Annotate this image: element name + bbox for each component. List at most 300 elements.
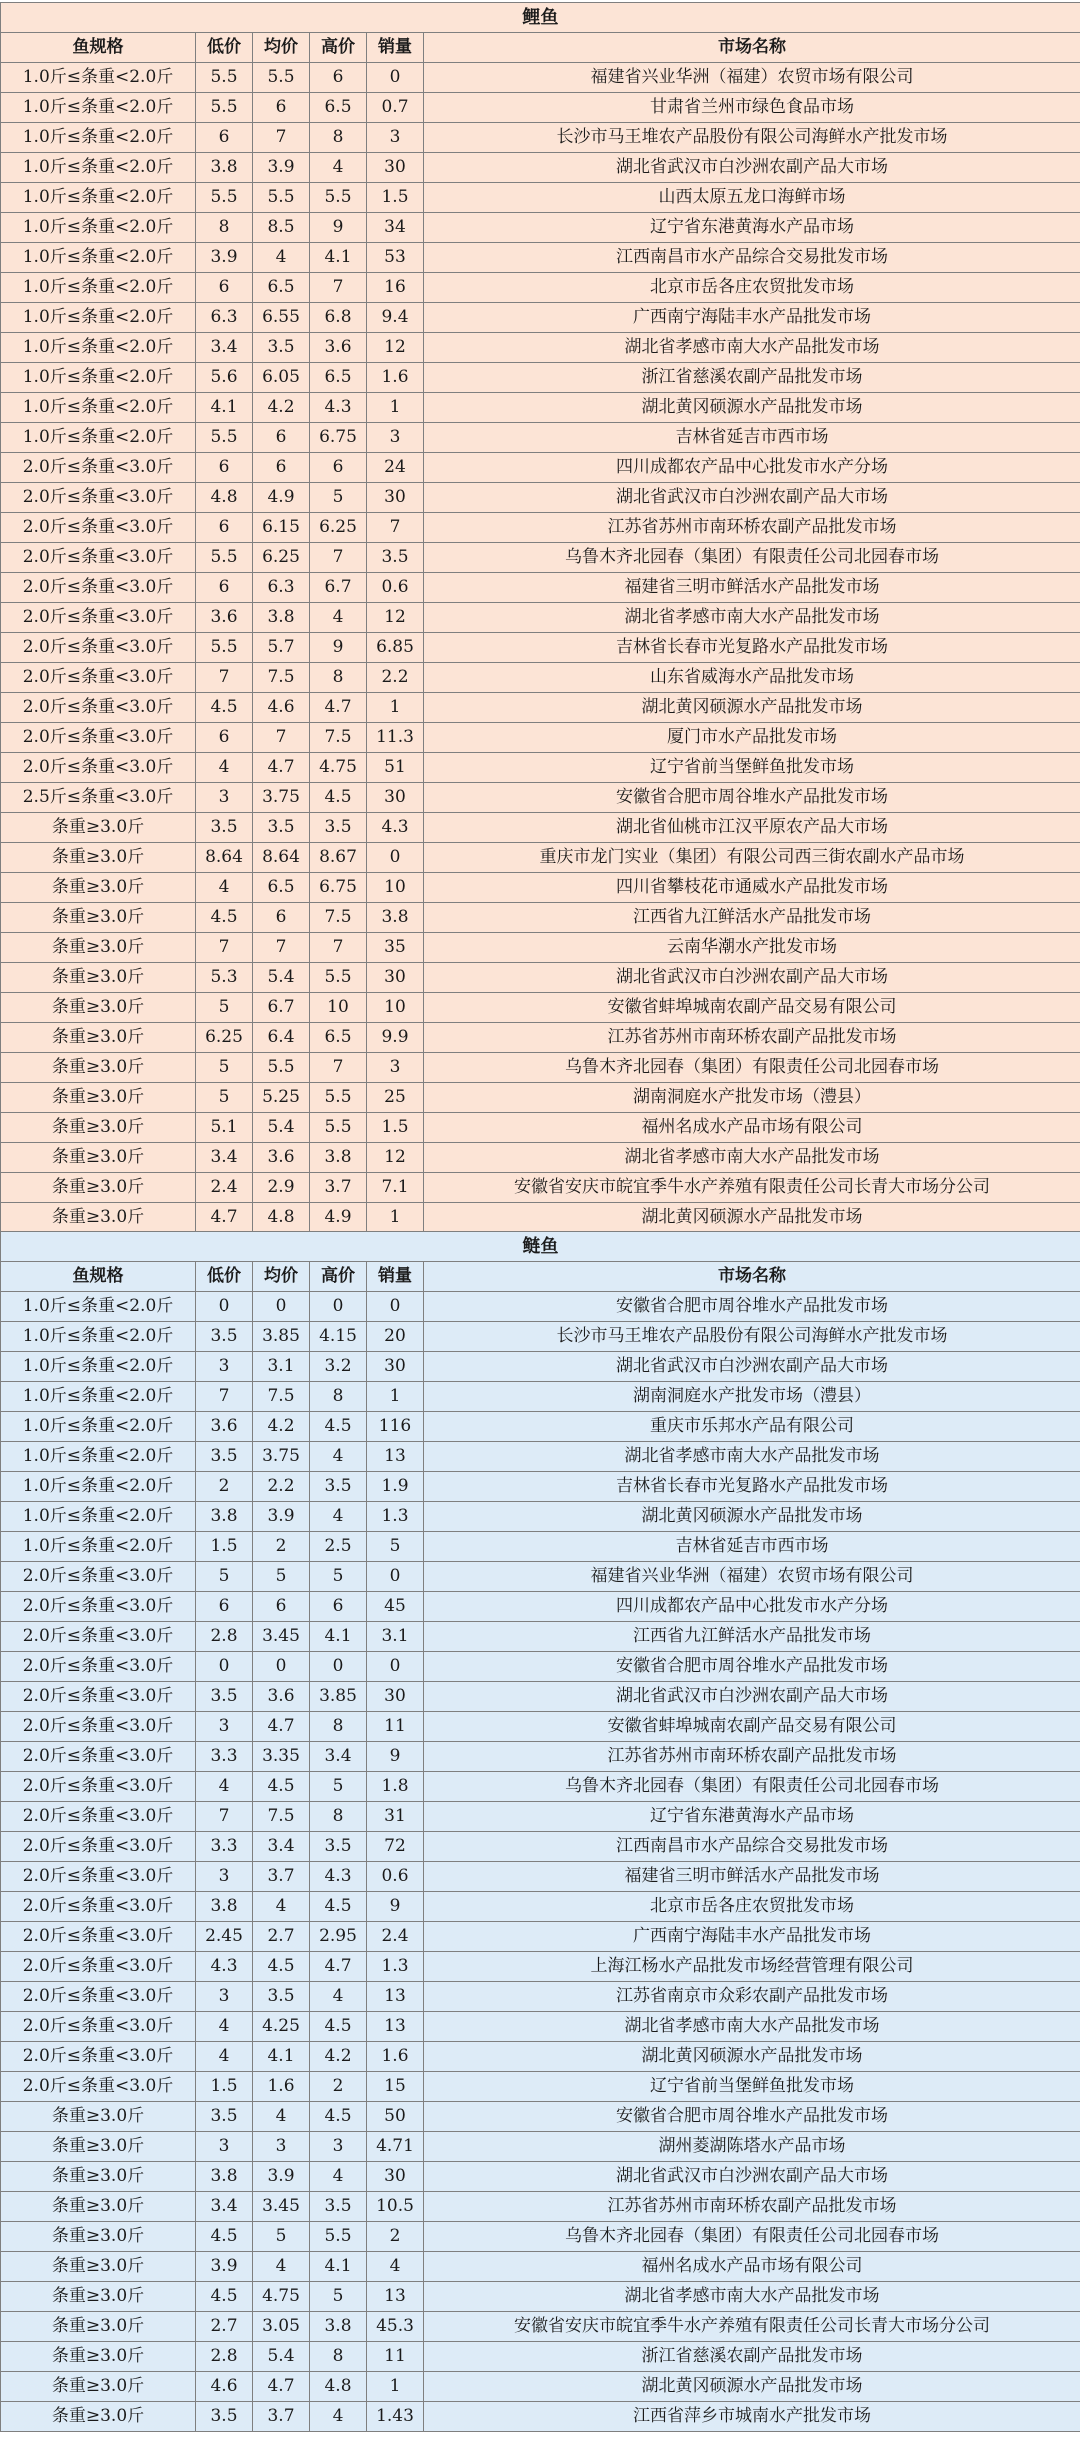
cell-spec: 1.0斤≤条重<2.0斤 [1, 1442, 196, 1472]
cell-spec: 条重≥3.0斤 [1, 1173, 196, 1203]
cell-volume: 13 [367, 1982, 424, 2012]
cell-volume: 2.2 [367, 663, 424, 693]
cell-avg-price: 4.7 [253, 1712, 310, 1742]
col-header-low: 低价 [196, 1262, 253, 1292]
cell-spec: 条重≥3.0斤 [1, 813, 196, 843]
cell-market-name: 山西太原五龙口海鲜市场 [424, 183, 1080, 213]
cell-volume: 9.4 [367, 303, 424, 333]
table-row [1, 1742, 1080, 1772]
cell-low-price: 3.5 [196, 1322, 253, 1352]
cell-spec: 1.0斤≤条重<2.0斤 [1, 1532, 196, 1562]
cell-high-price: 6.8 [310, 303, 367, 333]
cell-low-price: 5.5 [196, 423, 253, 453]
cell-volume: 12 [367, 1143, 424, 1173]
cell-high-price: 4.2 [310, 2042, 367, 2072]
cell-low-price: 5 [196, 993, 253, 1023]
cell-spec: 2.0斤≤条重<3.0斤 [1, 1622, 196, 1652]
cell-spec: 条重≥3.0斤 [1, 993, 196, 1023]
cell-market-name: 厦门市水产品批发市场 [424, 723, 1080, 753]
cell-low-price: 6.3 [196, 303, 253, 333]
cell-high-price: 10 [310, 993, 367, 1023]
cell-high-price: 3.7 [310, 1173, 367, 1203]
cell-low-price: 4.1 [196, 393, 253, 423]
cell-high-price: 6 [310, 63, 367, 93]
table-row [1, 1352, 1080, 1382]
table-row [1, 2252, 1080, 2282]
cell-low-price: 3 [196, 1352, 253, 1382]
cell-volume: 20 [367, 1322, 424, 1352]
cell-avg-price: 5.5 [253, 183, 310, 213]
cell-high-price: 4.7 [310, 693, 367, 723]
cell-low-price: 3.4 [196, 333, 253, 363]
cell-volume: 13 [367, 2282, 424, 2312]
table-row [1, 63, 1080, 93]
cell-high-price: 4.1 [310, 2252, 367, 2282]
cell-volume: 31 [367, 1802, 424, 1832]
cell-high-price: 4 [310, 603, 367, 633]
table-row [1, 543, 1080, 573]
table-row [1, 1143, 1080, 1173]
cell-spec: 2.0斤≤条重<3.0斤 [1, 693, 196, 723]
table-row [1, 2012, 1080, 2042]
table-row [1, 1622, 1080, 1652]
cell-avg-price: 3.9 [253, 153, 310, 183]
cell-low-price: 4 [196, 2042, 253, 2072]
table-row [1, 1442, 1080, 1472]
cell-volume: 11.3 [367, 723, 424, 753]
cell-market-name: 湖北省孝感市南大水产品批发市场 [424, 333, 1080, 363]
cell-low-price: 3 [196, 1712, 253, 1742]
cell-low-price: 3.4 [196, 1143, 253, 1173]
table-row [1, 2102, 1080, 2132]
cell-high-price: 6 [310, 453, 367, 483]
carp-header-row [1, 33, 1080, 63]
cell-avg-price: 3.4 [253, 1832, 310, 1862]
cell-avg-price: 4.25 [253, 2012, 310, 2042]
cell-market-name: 重庆市龙门实业（集团）有限公司西三街农副水产品市场 [424, 843, 1080, 873]
cell-avg-price: 6 [253, 453, 310, 483]
cell-volume: 50 [367, 2102, 424, 2132]
cell-high-price: 4.5 [310, 2102, 367, 2132]
cell-avg-price: 0 [253, 1292, 310, 1322]
cell-high-price: 2.95 [310, 1922, 367, 1952]
table-row [1, 1203, 1080, 1233]
cell-volume: 30 [367, 963, 424, 993]
cell-low-price: 3.3 [196, 1742, 253, 1772]
cell-market-name: 湖北省孝感市南大水产品批发市场 [424, 1143, 1080, 1173]
cell-avg-price: 6.55 [253, 303, 310, 333]
cell-high-price: 4 [310, 1442, 367, 1472]
cell-low-price: 3 [196, 2132, 253, 2162]
cell-market-name: 辽宁省东港黄海水产品市场 [424, 213, 1080, 243]
cell-spec: 条重≥3.0斤 [1, 2312, 196, 2342]
cell-avg-price: 7 [253, 723, 310, 753]
cell-low-price: 6 [196, 723, 253, 753]
cell-market-name: 安徽省安庆市皖宜季牛水产养殖有限责任公司长青大市场分公司 [424, 1173, 1080, 1203]
cell-market-name: 江西南昌市水产品综合交易批发市场 [424, 1832, 1080, 1862]
cell-avg-price: 6 [253, 1592, 310, 1622]
cell-spec: 1.0斤≤条重<2.0斤 [1, 1412, 196, 1442]
cell-volume: 1.5 [367, 183, 424, 213]
cell-spec: 1.0斤≤条重<2.0斤 [1, 1382, 196, 1412]
table-row [1, 393, 1080, 423]
cell-market-name: 江苏省苏州市南环桥农副产品批发市场 [424, 1742, 1080, 1772]
cell-volume: 1 [367, 1382, 424, 1412]
cell-low-price: 2.7 [196, 2312, 253, 2342]
cell-spec: 2.0斤≤条重<3.0斤 [1, 1742, 196, 1772]
cell-avg-price: 5.4 [253, 1113, 310, 1143]
cell-spec: 条重≥3.0斤 [1, 2252, 196, 2282]
cell-spec: 条重≥3.0斤 [1, 2222, 196, 2252]
cell-market-name: 湖北省武汉市白沙洲农副产品大市场 [424, 1352, 1080, 1382]
cell-avg-price: 3.45 [253, 2192, 310, 2222]
cell-spec: 2.0斤≤条重<3.0斤 [1, 1832, 196, 1862]
cell-high-price: 6.5 [310, 1023, 367, 1053]
cell-volume: 3.1 [367, 1622, 424, 1652]
cell-avg-price: 3.7 [253, 2402, 310, 2432]
cell-avg-price: 4.7 [253, 2372, 310, 2402]
cell-spec: 2.0斤≤条重<3.0斤 [1, 2042, 196, 2072]
cell-volume: 24 [367, 453, 424, 483]
cell-low-price: 4 [196, 1772, 253, 1802]
cell-avg-price: 3.8 [253, 603, 310, 633]
table-row [1, 1023, 1080, 1053]
cell-spec: 1.0斤≤条重<2.0斤 [1, 243, 196, 273]
cell-spec: 2.0斤≤条重<3.0斤 [1, 1922, 196, 1952]
cell-high-price: 9 [310, 213, 367, 243]
cell-market-name: 安徽省合肥市周谷堆水产品批发市场 [424, 2102, 1080, 2132]
cell-market-name: 江西省九江鲜活水产品批发市场 [424, 903, 1080, 933]
cell-avg-price: 3.05 [253, 2312, 310, 2342]
cell-high-price: 6 [310, 1592, 367, 1622]
table-row [1, 873, 1080, 903]
cell-market-name: 广西南宁海陆丰水产品批发市场 [424, 1922, 1080, 1952]
table-row [1, 2312, 1080, 2342]
cell-spec: 2.0斤≤条重<3.0斤 [1, 2012, 196, 2042]
cell-avg-price: 6.25 [253, 543, 310, 573]
table-row [1, 1562, 1080, 1592]
cell-avg-price: 6 [253, 903, 310, 933]
cell-volume: 5 [367, 1532, 424, 1562]
table-row [1, 243, 1080, 273]
cell-volume: 30 [367, 1682, 424, 1712]
cell-avg-price: 5.5 [253, 63, 310, 93]
cell-avg-price: 3.1 [253, 1352, 310, 1382]
cell-market-name: 湖北黄冈硕源水产品批发市场 [424, 393, 1080, 423]
cell-spec: 2.0斤≤条重<3.0斤 [1, 1802, 196, 1832]
cell-low-price: 6 [196, 453, 253, 483]
cell-volume: 3.8 [367, 903, 424, 933]
cell-market-name: 湖北省武汉市白沙洲农副产品大市场 [424, 483, 1080, 513]
cell-spec: 条重≥3.0斤 [1, 1053, 196, 1083]
cell-spec: 条重≥3.0斤 [1, 2342, 196, 2372]
cell-market-name: 吉林省长春市光复路水产品批发市场 [424, 633, 1080, 663]
cell-low-price: 3 [196, 783, 253, 813]
cell-volume: 13 [367, 1442, 424, 1472]
cell-low-price: 5 [196, 1053, 253, 1083]
table-row [1, 513, 1080, 543]
cell-high-price: 5 [310, 1772, 367, 1802]
cell-avg-price: 6.7 [253, 993, 310, 1023]
cell-high-price: 0 [310, 1652, 367, 1682]
cell-spec: 2.0斤≤条重<3.0斤 [1, 603, 196, 633]
cell-spec: 2.0斤≤条重<3.0斤 [1, 1562, 196, 1592]
cell-avg-price: 4.75 [253, 2282, 310, 2312]
cell-volume: 1 [367, 1203, 424, 1233]
cell-avg-price: 3.5 [253, 813, 310, 843]
table-row [1, 1472, 1080, 1502]
table-row [1, 363, 1080, 393]
cell-avg-price: 7.5 [253, 1802, 310, 1832]
cell-volume: 11 [367, 2342, 424, 2372]
cell-high-price: 3.8 [310, 1143, 367, 1173]
table-row [1, 93, 1080, 123]
cell-spec: 1.0斤≤条重<2.0斤 [1, 1322, 196, 1352]
cell-avg-price: 4.1 [253, 2042, 310, 2072]
table-row [1, 183, 1080, 213]
cell-volume: 9 [367, 1892, 424, 1922]
cell-volume: 30 [367, 483, 424, 513]
col-header-volume: 销量 [367, 33, 424, 63]
cell-spec: 条重≥3.0斤 [1, 2402, 196, 2432]
cell-high-price: 5.5 [310, 1113, 367, 1143]
cell-avg-price: 7.5 [253, 1382, 310, 1412]
cell-spec: 2.0斤≤条重<3.0斤 [1, 513, 196, 543]
cell-market-name: 甘肃省兰州市绿色食品市场 [424, 93, 1080, 123]
cell-volume: 10 [367, 993, 424, 1023]
table-row [1, 1053, 1080, 1083]
col-header-spec: 鱼规格 [1, 33, 196, 63]
cell-avg-price: 4.2 [253, 1412, 310, 1442]
cell-market-name: 辽宁省前当堡鲜鱼批发市场 [424, 2072, 1080, 2102]
cell-volume: 45 [367, 1592, 424, 1622]
cell-low-price: 4.6 [196, 2372, 253, 2402]
cell-volume: 2 [367, 2222, 424, 2252]
cell-high-price: 5.5 [310, 2222, 367, 2252]
table-row [1, 1712, 1080, 1742]
table-row [1, 333, 1080, 363]
cell-market-name: 江苏省南京市众彩农副产品批发市场 [424, 1982, 1080, 2012]
table-row [1, 693, 1080, 723]
table-row [1, 1682, 1080, 1712]
cell-market-name: 湖南洞庭水产批发市场（澧县） [424, 1382, 1080, 1412]
cell-avg-price: 3.5 [253, 1982, 310, 2012]
cell-market-name: 福建省兴业华洲（福建）农贸市场有限公司 [424, 1562, 1080, 1592]
cell-spec: 2.0斤≤条重<3.0斤 [1, 633, 196, 663]
cell-market-name: 湖北省孝感市南大水产品批发市场 [424, 603, 1080, 633]
cell-low-price: 3.3 [196, 1832, 253, 1862]
cell-high-price: 4.5 [310, 2012, 367, 2042]
cell-low-price: 2.8 [196, 2342, 253, 2372]
section-title-silver-carp: 鲢鱼 [1, 1232, 1080, 1262]
cell-low-price: 3.6 [196, 1412, 253, 1442]
cell-volume: 3.5 [367, 543, 424, 573]
silver-header-row [1, 1262, 1080, 1292]
cell-low-price: 4 [196, 873, 253, 903]
cell-high-price: 6.75 [310, 423, 367, 453]
cell-market-name: 江西省九江鲜活水产品批发市场 [424, 1622, 1080, 1652]
cell-market-name: 湖北省孝感市南大水产品批发市场 [424, 1442, 1080, 1472]
cell-volume: 7 [367, 513, 424, 543]
cell-market-name: 上海江杨水产品批发市场经营管理有限公司 [424, 1952, 1080, 1982]
cell-high-price: 5.5 [310, 963, 367, 993]
cell-avg-price: 6.3 [253, 573, 310, 603]
cell-high-price: 3.6 [310, 333, 367, 363]
cell-low-price: 6 [196, 123, 253, 153]
cell-avg-price: 6 [253, 423, 310, 453]
cell-volume: 3 [367, 123, 424, 153]
cell-spec: 1.0斤≤条重<2.0斤 [1, 303, 196, 333]
cell-market-name: 湖北黄冈硕源水产品批发市场 [424, 693, 1080, 723]
col-header-high: 高价 [310, 1262, 367, 1292]
cell-low-price: 4.5 [196, 2222, 253, 2252]
cell-avg-price: 4.8 [253, 1203, 310, 1233]
cell-avg-price: 5.4 [253, 963, 310, 993]
cell-low-price: 3.9 [196, 2252, 253, 2282]
table-row [1, 153, 1080, 183]
cell-spec: 2.0斤≤条重<3.0斤 [1, 753, 196, 783]
table-row [1, 783, 1080, 813]
table-row [1, 1772, 1080, 1802]
cell-low-price: 3.5 [196, 2402, 253, 2432]
table-row [1, 2072, 1080, 2102]
cell-low-price: 2 [196, 1472, 253, 1502]
table-row [1, 723, 1080, 753]
col-header-spec: 鱼规格 [1, 1262, 196, 1292]
cell-volume: 1 [367, 2372, 424, 2402]
cell-market-name: 四川成都农产品中心批发市水产分场 [424, 1592, 1080, 1622]
cell-low-price: 3.5 [196, 2102, 253, 2132]
cell-market-name: 乌鲁木齐北园春（集团）有限责任公司北园春市场 [424, 543, 1080, 573]
silver-title-row [1, 1232, 1080, 1262]
cell-volume: 4.3 [367, 813, 424, 843]
table-row [1, 663, 1080, 693]
cell-market-name: 湖北黄冈硕源水产品批发市场 [424, 1502, 1080, 1532]
cell-high-price: 4.7 [310, 1952, 367, 1982]
cell-spec: 条重≥3.0斤 [1, 933, 196, 963]
table-row [1, 213, 1080, 243]
cell-volume: 4 [367, 2252, 424, 2282]
cell-avg-price: 3 [253, 2132, 310, 2162]
table-row [1, 1592, 1080, 1622]
table-row [1, 2162, 1080, 2192]
cell-volume: 3 [367, 423, 424, 453]
cell-high-price: 3.2 [310, 1352, 367, 1382]
cell-high-price: 8 [310, 1712, 367, 1742]
cell-high-price: 7.5 [310, 903, 367, 933]
cell-market-name: 浙江省慈溪农副产品批发市场 [424, 2342, 1080, 2372]
cell-low-price: 4.5 [196, 903, 253, 933]
cell-market-name: 辽宁省东港黄海水产品市场 [424, 1802, 1080, 1832]
cell-high-price: 8 [310, 123, 367, 153]
cell-spec: 1.0斤≤条重<2.0斤 [1, 363, 196, 393]
cell-low-price: 7 [196, 663, 253, 693]
cell-low-price: 7 [196, 933, 253, 963]
cell-low-price: 3 [196, 1982, 253, 2012]
cell-volume: 7.1 [367, 1173, 424, 1203]
cell-spec: 条重≥3.0斤 [1, 2102, 196, 2132]
col-header-avg: 均价 [253, 33, 310, 63]
cell-high-price: 4 [310, 1502, 367, 1532]
cell-volume: 4.71 [367, 2132, 424, 2162]
cell-market-name: 北京市岳各庄农贸批发市场 [424, 273, 1080, 303]
cell-high-price: 2 [310, 2072, 367, 2102]
carp-price-table [0, 2, 1080, 1233]
silver-rows [1, 1292, 1080, 2432]
cell-market-name: 安徽省蚌埠城南农副产品交易有限公司 [424, 1712, 1080, 1742]
cell-avg-price: 3.7 [253, 1862, 310, 1892]
cell-high-price: 8 [310, 663, 367, 693]
cell-avg-price: 5.4 [253, 2342, 310, 2372]
table-row [1, 903, 1080, 933]
cell-avg-price: 3.6 [253, 1143, 310, 1173]
cell-avg-price: 6.4 [253, 1023, 310, 1053]
cell-volume: 0.6 [367, 573, 424, 603]
cell-market-name: 湖北省武汉市白沙洲农副产品大市场 [424, 2162, 1080, 2192]
cell-spec: 条重≥3.0斤 [1, 963, 196, 993]
cell-market-name: 云南华潮水产批发市场 [424, 933, 1080, 963]
cell-high-price: 3 [310, 2132, 367, 2162]
cell-market-name: 江西省萍乡市城南水产批发市场 [424, 2402, 1080, 2432]
table-row [1, 1862, 1080, 1892]
cell-volume: 3 [367, 1053, 424, 1083]
cell-volume: 1.6 [367, 2042, 424, 2072]
cell-avg-price: 2.2 [253, 1472, 310, 1502]
cell-avg-price: 5.25 [253, 1083, 310, 1113]
cell-market-name: 湖北省武汉市白沙洲农副产品大市场 [424, 1682, 1080, 1712]
cell-volume: 1 [367, 393, 424, 423]
cell-low-price: 3.8 [196, 1892, 253, 1922]
cell-low-price: 6 [196, 1592, 253, 1622]
cell-high-price: 5 [310, 2282, 367, 2312]
cell-spec: 2.0斤≤条重<3.0斤 [1, 1682, 196, 1712]
cell-high-price: 4.8 [310, 2372, 367, 2402]
cell-volume: 0 [367, 1652, 424, 1682]
cell-high-price: 7 [310, 543, 367, 573]
cell-high-price: 3.5 [310, 1832, 367, 1862]
cell-spec: 1.0斤≤条重<2.0斤 [1, 63, 196, 93]
cell-market-name: 江苏省苏州市南环桥农副产品批发市场 [424, 1023, 1080, 1053]
cell-volume: 0 [367, 1292, 424, 1322]
cell-volume: 51 [367, 753, 424, 783]
cell-spec: 条重≥3.0斤 [1, 873, 196, 903]
cell-market-name: 吉林省延吉市西市场 [424, 1532, 1080, 1562]
table-row [1, 1982, 1080, 2012]
cell-high-price: 6.25 [310, 513, 367, 543]
cell-volume: 116 [367, 1412, 424, 1442]
cell-volume: 0.7 [367, 93, 424, 123]
cell-avg-price: 5.5 [253, 1053, 310, 1083]
cell-spec: 条重≥3.0斤 [1, 1023, 196, 1053]
cell-avg-price: 5.7 [253, 633, 310, 663]
cell-spec: 1.0斤≤条重<2.0斤 [1, 123, 196, 153]
cell-low-price: 3.5 [196, 1682, 253, 1712]
cell-low-price: 4.5 [196, 693, 253, 723]
table-row [1, 2192, 1080, 2222]
cell-avg-price: 2.7 [253, 1922, 310, 1952]
table-row [1, 843, 1080, 873]
cell-low-price: 5 [196, 1083, 253, 1113]
cell-volume: 30 [367, 2162, 424, 2192]
cell-volume: 45.3 [367, 2312, 424, 2342]
table-row [1, 273, 1080, 303]
table-row [1, 1952, 1080, 1982]
cell-market-name: 吉林省长春市光复路水产品批发市场 [424, 1472, 1080, 1502]
cell-low-price: 3.4 [196, 2192, 253, 2222]
section-title-carp: 鲤鱼 [1, 3, 1080, 33]
cell-low-price: 2.45 [196, 1922, 253, 1952]
cell-avg-price: 8.64 [253, 843, 310, 873]
